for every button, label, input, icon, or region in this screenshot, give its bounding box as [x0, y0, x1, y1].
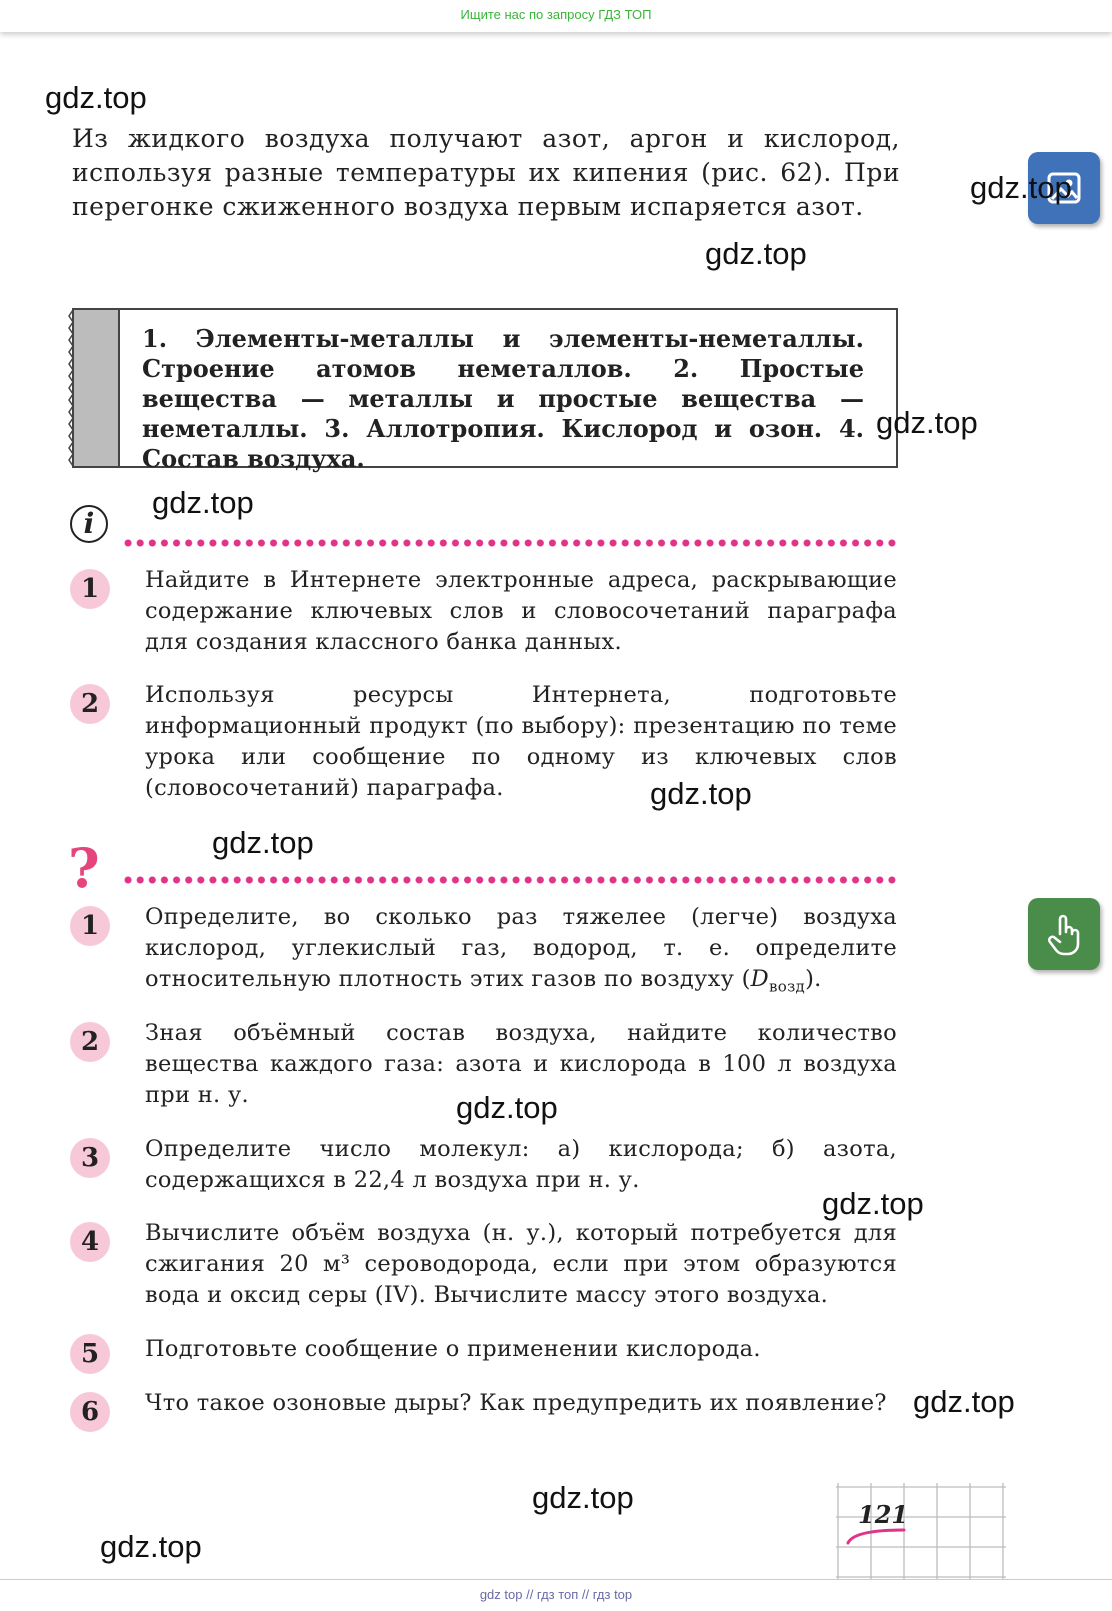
watermark-text: gdz.top: [532, 1480, 634, 1515]
task-number-badge: 1: [70, 906, 110, 946]
watermark-text: gdz.top: [212, 825, 314, 860]
dotted-divider-questions: [122, 875, 898, 885]
hand-pointer-icon: [1046, 914, 1082, 956]
watermark-text: gdz.top: [456, 1090, 558, 1125]
hand-button[interactable]: [1028, 898, 1100, 970]
question-icon: ?: [68, 836, 100, 900]
task-number-badge: 4: [70, 1222, 110, 1262]
zigzag-border: [68, 310, 78, 466]
watermark-text: gdz.top: [152, 485, 254, 520]
task-number-badge: 3: [70, 1138, 110, 1178]
intro-paragraph: Из жидкого воздуха получают азот, аргон и кислород, используя разные температуры их кипения (рис. 62). При перегонке сжиженного воздуха первым испаряется азот.: [72, 124, 900, 221]
watermark-text: gdz.top: [913, 1384, 1015, 1419]
footer-bar: [0, 1579, 1112, 1611]
task-text: Найдите в Интернете электронные адреса, раскрывающие содержание ключевых слов и словосочетаний параграфа для создания классного банка данных.: [145, 567, 897, 655]
page-number: 121: [858, 1500, 909, 1529]
key-terms-text: 1. Элементы-металлы и элементы-неметаллы. Строение атомов неметаллов. 2. Простые вещества — металлы и простые вещества — неметаллы. 3. Аллотропия. Кислород и озон. 4. Состав воздуха.: [142, 324, 864, 473]
task-text: Определите, во сколько раз тяжелее (легче) воздуха кислород, углекислый газ, водород, т. е. определите относительную плотность этих газов по воздуху $(D_{возд})$.: [145, 904, 897, 996]
task-text: Что такое озоновые дыры? Как предупредить их появление?: [145, 1390, 887, 1416]
watermark-text: gdz.top: [822, 1186, 924, 1221]
watermark-text: gdz.top: [876, 405, 978, 440]
footer-links[interactable]: gdz top // гдз топ // гдз top: [479, 1587, 633, 1602]
task-text: Определите число молекул: а) кислорода; б) азота, содержащихся в 22,4 л воздуха при н. у.: [145, 1136, 897, 1193]
key-terms-box: [72, 308, 898, 473]
task-number-badge: 6: [70, 1392, 110, 1432]
task-text: Используя ресурсы Интернета, подготовьте информационный продукт (по выбору): презентацию по теме урока или сообщение по одному из ключевых слов (словосочетаний) параграфа.: [145, 682, 897, 801]
page-number-underline: [846, 1526, 906, 1546]
task-number-badge: 2: [70, 1022, 110, 1062]
density-subscript: возд: [769, 977, 806, 996]
task-number-badge: 5: [70, 1334, 110, 1374]
dotted-divider-info: [122, 538, 898, 548]
info-icon: i: [70, 505, 108, 543]
watermark-text: gdz.top: [970, 170, 1072, 205]
watermark-text: gdz.top: [45, 80, 147, 115]
key-terms-stripe: [74, 310, 120, 466]
watermark-text: gdz.top: [705, 236, 807, 271]
watermark-text: gdz.top: [650, 776, 752, 811]
banner-text: Ищите нас по запросу ГДЗ ТОП: [460, 7, 652, 22]
task-text: Вычислите объём воздуха (н. у.), который потребуется для сжигания 20 м³ сероводорода, если при этом образуются вода и оксид серы (IV). Вычислите массу этого воздуха.: [145, 1220, 897, 1308]
top-banner[interactable]: [0, 0, 1112, 32]
watermark-text: gdz.top: [100, 1529, 202, 1564]
task-number-badge: 1: [70, 569, 110, 609]
task-text: Зная объёмный состав воздуха, найдите количество вещества каждого газа: азота и кислорода в 100 л воздуха при н. у.: [145, 1020, 897, 1108]
task-text: Подготовьте сообщение о применении кислорода.: [145, 1336, 761, 1362]
task-number-badge: 2: [70, 684, 110, 724]
density-symbol: D: [750, 966, 769, 992]
